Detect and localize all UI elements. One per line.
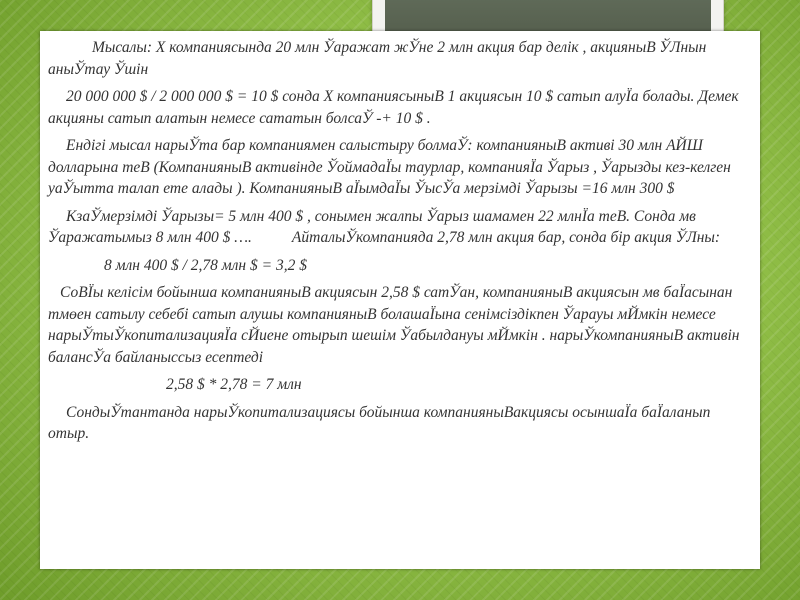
equation-market-cap: 2,58 $ * 2,78 = 7 млн <box>166 376 302 393</box>
long-term-debt-text: КзаЎмерзімді Ўарызы= 5 млн 400 $ , сонымен жалпы Ўарыз шамамен 22 млнЇа теВ. Сонда мв Ўаражатымыз 8 млн 400 $ …. <box>48 207 696 246</box>
paragraph-market-comparison: Ендігі мысал нарыЎта бар компаниямен салыстыру болмаЎ: компанияныВ активі 30 млн АЙШ долларына теВ (КомпанияныВ активінде ЎоймадаЇы таурлар, компанияЇа Ўарыз , Ўарызды кез-келген уаЎытта талап ете алады ). КомпанияныВ аЇымдаЇы ЎысЎа мерзімді Ўарызы =16 млн 300 $ <box>48 137 731 197</box>
paragraph-example-intro: Мысалы: Х компаниясында 20 млн Ўаражат жЎне 2 млн акция бар делік , акцияныВ ЎЛнын аныЎтау Ўшін <box>48 39 707 78</box>
slide-content <box>40 31 760 569</box>
equation-share-value: 8 млн 400 $ / 2,78 млн $ = 3,2 $ <box>104 256 307 274</box>
share-count-text: АйталыЎкомпанияда 2,78 млн акция бар, сонда бір акция ЎЛны: <box>291 229 721 246</box>
paragraph-long-term-debt <box>48 206 752 249</box>
paragraph-share-price-calc: 20 000 000 $ / 2 000 000 $ = 10 $ сонда Х компаниясыныВ 1 акциясын 10 $ сатып алуЇа болады. Демек акцияны сатып алатын немесе сататын болсаЎ -+ 10 $ . <box>48 88 739 127</box>
paragraph-last-agreement: СоВЇы келісім бойынша компанияныВ акциясын 2,58 $ сатЎан, компанияныВ акциясын мв баЇасынан тмөен сатылу себебі сатып алушы компанияныВ болашаЇына сенімсіздікпен Ўарауы мЙмкін немесе нарыЎтыЎкопитализацияЇа сЙиене отырып шешім Ўабылдануы мЙмкін . нарыЎкомпанияныВ активін балансЎа байланыссыз есептеді <box>48 284 740 366</box>
paragraph-conclusion: СондыЎтантанда нарыЎкопитализациясы бойынша компанияныВакциясы осыншаЇа баЇаланып отыр. <box>48 403 711 442</box>
